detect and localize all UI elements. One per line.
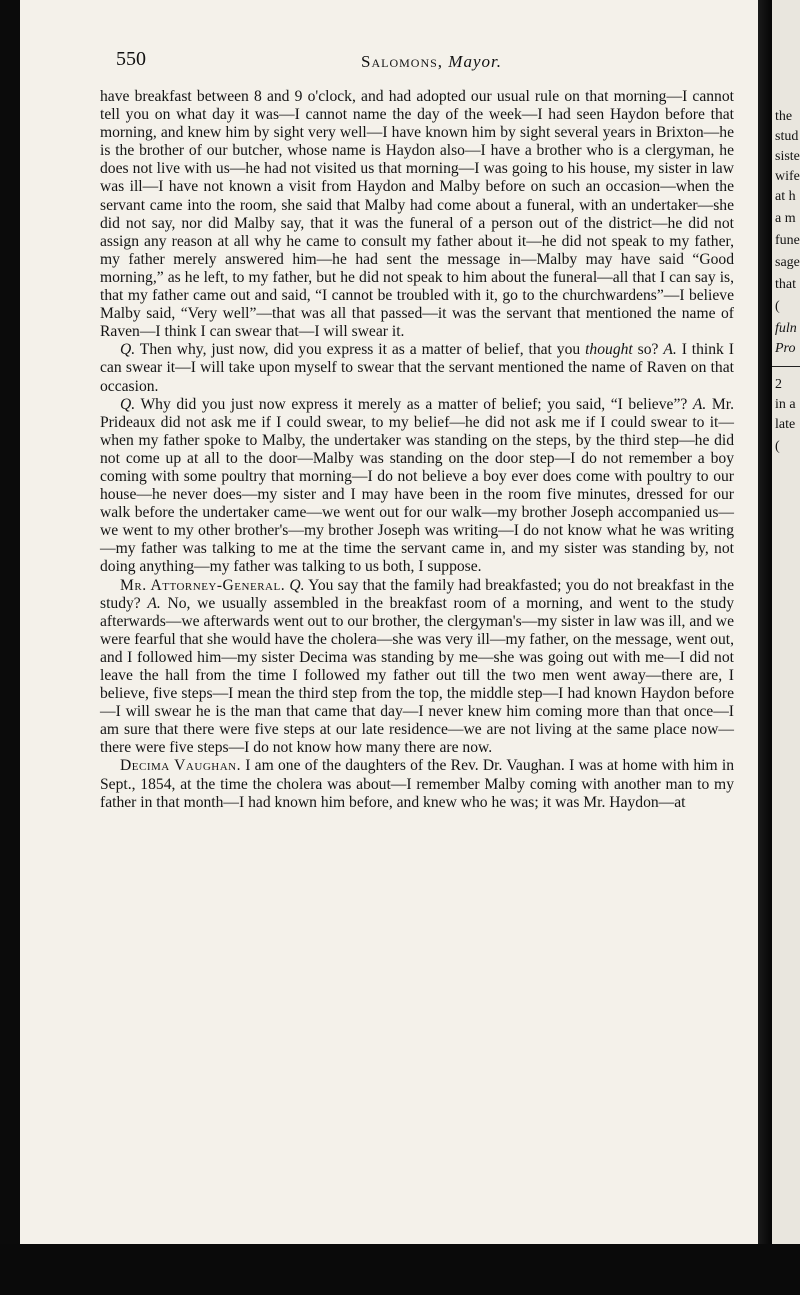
- paragraph-1: [100, 88, 734, 341]
- page-number: 550: [116, 48, 146, 70]
- question-italic-word: thought: [585, 341, 633, 359]
- adjacent-page-fragment: in a: [775, 397, 796, 412]
- adjacent-page-fragment: fune: [775, 233, 800, 248]
- question-text: You say that the family had breakfasted; you do not breakfast in the study?: [100, 576, 735, 612]
- adjacent-page-fragment: fuln: [775, 321, 797, 336]
- paragraph-5-text: I am one of the daughters of the Rev. Dr. Vaughan. I was at home with him in Sept., 1854, at the time the cholera was about—I remember Malby coming with another man to my father in that month—I had known him before, and knew who he was; it was Mr. Haydon—at: [100, 757, 734, 811]
- adjacent-page-fragment: 2: [775, 377, 782, 392]
- running-title: [361, 52, 502, 72]
- paragraph-4: [100, 577, 734, 758]
- question-text: Why did you just now express it merely as a matter of belief; you said, “I believe”?: [140, 395, 688, 413]
- page-header: [116, 48, 716, 78]
- adjacent-page-fragment: the: [775, 109, 793, 124]
- paragraph-1-text: have breakfast between 8 and 9 o'clock, and had adopted our usual rule on that morning—I cannot tell you on what day it was—I cannot name the day of the week—I had seen Haydon before that morning, and knew him by sight very well—I have known him by sight several years in Brixton—he is the brother of our butcher, whose name is Haydon also—I have a brother who is a clergyman, he does not live with us—he had not visited us that morning—I was going to his house, my sister in law was ill—I have not known a visit from Haydon and Malby before on such an occasion—when the servant came into the room, she said that Malby had come about a funeral, with an undertaker—she did not say, nor did Malby say, that it was the funeral of a person out of the district—he did not assign any reason at all why he came to consult my father about it—he did not speak to my father, my father merely answered him—he had sent the message in—Malby may have said “Good morning,” as he left, to my father, but he did not speak to him about the funeral—all that I can say is, that my father came out and said, “I cannot be troubled with it, go to the churchwardens”—I believe Malby said, “Very well”—that was all that passed—it was the servant that mentioned the name of Raven—I think I can swear that—I will swear it.: [100, 88, 734, 341]
- paragraph-2: [100, 341, 734, 395]
- answer-label: A.: [147, 594, 161, 612]
- adjacent-page-rule: [772, 366, 800, 367]
- body-text: [100, 88, 734, 812]
- adjacent-page-fragment: late: [775, 417, 796, 432]
- question-label: Q.: [289, 576, 305, 594]
- adjacent-page-fragment: sage: [775, 255, 800, 270]
- paragraph-5: [100, 757, 734, 811]
- running-title-name: Salomons,: [361, 52, 444, 71]
- answer-label: A.: [663, 341, 677, 359]
- book-spine-shadow: [758, 0, 772, 1244]
- adjacent-page-fragment: a m: [775, 211, 796, 226]
- adjacent-page-fragment: at h: [775, 189, 796, 204]
- question-text-end: so?: [637, 341, 659, 359]
- speaker-name: Decima Vaughan.: [120, 757, 241, 775]
- answer-text: Mr. Prideaux did not ask me if I could swear, to my belief—he did not ask me if I could swear to it—when my father spoke to Malby, the undertaker was standing on the steps, by the third step—he did not come up at all to the door—Malby was standing on the door step—I do not remember a boy coming with some poultry that morning—I do not believe a boy ever does come with poultry to our house—he never does—my sister and I may have been in the room five minutes, dressed for our walk before the undertaker came—we went out for our walk—my brother Joseph accompanied us—we went to my other brother's—my brother Joseph was writing—I do not know what he was writing—my father was talking to me at the time the servant came in, and my sister was standing by, not doing anything—my father was talking to us both, I suppose.: [100, 395, 734, 576]
- adjacent-page-fragment: Pro: [775, 341, 796, 356]
- running-title-office: Mayor.: [448, 52, 502, 71]
- adjacent-page-fragment: wife: [775, 169, 800, 184]
- question-label: Q.: [120, 341, 136, 359]
- question-text: Then why, just now, did you express it as a matter of belief, that you: [139, 341, 581, 359]
- answer-text: No, we usually assembled in the breakfast room of a morning, and went to the study afterwards—we afterwards went out to our brother, the clergyman's—my sister in law was ill, and we were fearful that she would have the cholera—she was very ill—my father, on the message, went out, and I followed him—my sister Decima was standing by me—she was going out with me—I did not leave the hall from the time I followed my father out till the two men went away—there are, I believe, five steps—I mean the third step from the top, the middle step—I had known Haydon before—I will swear he is the man that came that day—I never knew him coming more than that once—I am sure that there were five steps at our late residence—we are not living at the same place now—there were five steps—I do not know how many there are now.: [100, 594, 734, 757]
- answer-text: I think I can swear it—I will take upon myself to swear that the servant mentioned the name of Raven on that occasion.: [100, 341, 734, 395]
- speaker-name: Mr. Attorney-General.: [120, 576, 286, 594]
- adjacent-page-fragment: (: [775, 299, 780, 314]
- answer-label: A.: [692, 395, 707, 413]
- paragraph-3: [100, 396, 734, 577]
- adjacent-page-edge: [772, 0, 800, 1244]
- question-label: Q.: [120, 395, 136, 413]
- adjacent-page-fragment: that: [775, 277, 796, 292]
- book-page: [20, 0, 758, 1244]
- scan-border: [0, 1244, 800, 1295]
- adjacent-page-fragment: siste: [775, 149, 800, 164]
- adjacent-page-fragment: (: [775, 439, 780, 454]
- adjacent-page-fragment: stud: [775, 129, 799, 144]
